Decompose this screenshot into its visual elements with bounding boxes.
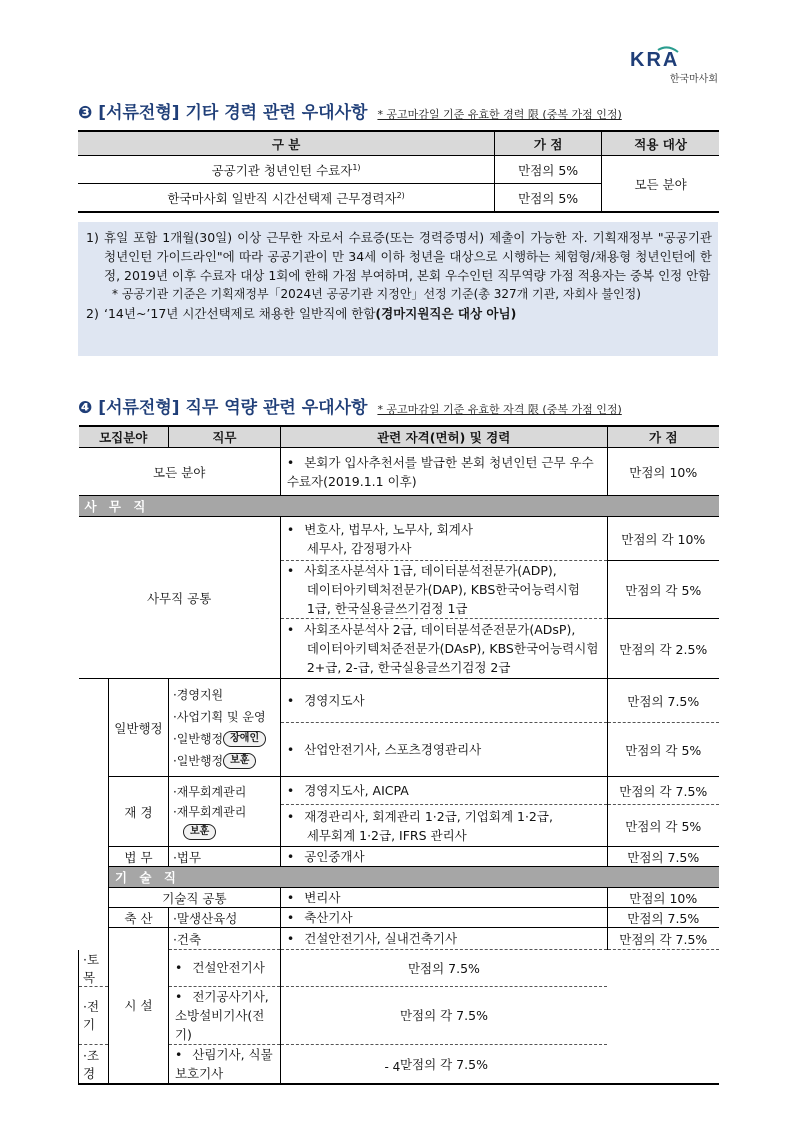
col-job: 직무 <box>168 426 280 448</box>
section3-note: * 공고마감일 기준 유효한 경력 限 (중복 가점 인정) <box>377 108 622 121</box>
tech-common-qual: • 변리사 <box>280 888 607 908</box>
table-header-row <box>78 131 719 156</box>
facility-score-3: 만점의 각 7.5% <box>280 986 607 1044</box>
col-category: 구 분 <box>78 131 495 156</box>
row-score: 만점의 5% <box>495 184 602 213</box>
section3-title: ❸ [서류전형] 기타 경력 관련 우대사항 <box>78 103 368 123</box>
section3-heading <box>78 98 718 123</box>
footnote-1-sub: * 공공기관 기준은 기획재정부「2024년 공공기관 지정안」선정 기준(총 327개 기관, 자회사 불인정) <box>112 287 641 301</box>
general-admin-jobs: ·경영지원 ·사업기획 및 운영 ·일반행정 장애인 ·일반행정 보훈 <box>168 679 280 777</box>
section4-title: ❹ [서류전형] 직무 역량 관련 우대사항 <box>78 398 368 418</box>
legal-qual: • 공인중개사 <box>280 847 607 867</box>
facility-job-2: ·토목 <box>79 950 109 987</box>
all-fields-label: 모든 분야 <box>79 448 281 496</box>
footnote-1: 1) 휴일 포함 1개월(30일) 이상 근무한 자로서 수료증(또는 경력증명서) 제출이 가능한 자. 기획재정부 "공공기관 청년인턴 가이드라인"에 따라 공공기관이 만 34세 이하 청년을 대상으로 시행하는 체험형/채용형 청년인턴에 한정, 2019년 이후 수료자 대상 1회에 한해 가점 부여하며, 본회 우수인턴 직무역량 가점 적용자는 중복 인정 안함 <box>86 230 712 283</box>
col-qualification: 관련 자격(면허) 및 경력 <box>280 426 607 448</box>
row-target: 모든 분야 <box>602 156 719 213</box>
office-common-qual-3: • 사회조사분석사 2급, 데이터분석준전문가(ADsP), 데이터아키텍처준전문가(DAsP), KBS한국어능력시험 2+급, 2-급, 한국실용글쓰기검정 2급 <box>280 619 607 679</box>
general-admin-label: 일반행정 <box>108 679 168 777</box>
tech-common-score: 만점의 10% <box>607 888 719 908</box>
table-row <box>79 928 720 950</box>
facility-score-4: 만점의 각 7.5% <box>280 1044 607 1084</box>
table-row <box>79 847 720 867</box>
veteran-badge: 보훈 <box>183 824 216 840</box>
livestock-job: ·말생산육성 <box>168 908 280 928</box>
col-score: 가 점 <box>495 131 602 156</box>
row-label: 한국마사회 일반직 시간선택제 근무경력자$^{2)}$ <box>78 184 495 213</box>
finance-label: 재 경 <box>108 777 168 847</box>
finance-score-2: 만점의 각 5% <box>607 805 719 847</box>
office-common-score-2: 만점의 각 5% <box>607 561 719 619</box>
table-row <box>78 156 719 184</box>
tech-common-label: 기술직 공통 <box>108 888 280 908</box>
table-row <box>79 448 720 496</box>
general-admin-score-2: 만점의 각 5% <box>607 723 719 777</box>
table-row <box>79 888 720 908</box>
facility-qual-4: • 산림기사, 식물보호기사 <box>168 1044 280 1084</box>
facility-qual-3: • 전기공사기사, 소방설비기사(전기) <box>168 986 280 1044</box>
facility-score-2: 만점의 7.5% <box>280 950 607 987</box>
facility-job-3: ·전기 <box>79 986 109 1044</box>
livestock-label: 축 산 <box>108 908 168 928</box>
office-indent <box>79 679 109 950</box>
category-office: 사 무 직 <box>79 496 720 517</box>
livestock-score: 만점의 7.5% <box>607 908 719 928</box>
facility-qual-1: • 건설안전기사, 실내건축기사 <box>280 928 607 950</box>
col-field: 모집분야 <box>79 426 169 448</box>
office-common-score-1: 만점의 각 10% <box>607 517 719 561</box>
facility-score-1: 만점의 각 7.5% <box>607 928 719 950</box>
career-bonus-table <box>78 130 719 213</box>
logo-subtitle: 한국마사회 <box>669 74 718 85</box>
row-score: 만점의 5% <box>495 156 602 184</box>
facility-label: 시 설 <box>108 928 168 1084</box>
facility-job-4: ·조경 <box>79 1044 109 1084</box>
finance-qual-1: • 경영지도사, AICPA <box>280 777 607 805</box>
row-label: 공공기관 청년인턴 수료자$^{1)}$ <box>78 156 495 184</box>
table-row <box>79 777 720 805</box>
veteran-badge: 보훈 <box>223 753 256 769</box>
legal-score: 만점의 7.5% <box>607 847 719 867</box>
col-score: 가 점 <box>607 426 719 448</box>
legal-label: 법 무 <box>108 847 168 867</box>
kra-logo-mark <box>628 46 718 70</box>
category-tech: 기 술 직 <box>79 867 720 888</box>
footnotes-box <box>78 222 718 356</box>
office-common-label: 사무직 공통 <box>79 517 281 679</box>
facility-qual-2: • 건설안전기사 <box>168 950 280 987</box>
page-number: - 4 - <box>384 1060 409 1074</box>
office-common-score-3: 만점의 각 2.5% <box>607 619 719 679</box>
all-fields-score: 만점의 10% <box>607 448 719 496</box>
general-admin-qual-2: • 산업안전기사, 스포츠경영관리사 <box>280 723 607 777</box>
section4-heading <box>78 393 718 418</box>
finance-score-1: 만점의 각 7.5% <box>607 777 719 805</box>
footnote-2: 2) ‘14년~’17년 시간선택제로 채용한 일반직에 한함(경마지원직은 대상 아님) <box>86 306 517 321</box>
section4-note: * 공고마감일 기준 유효한 자격 限 (중복 가점 인정) <box>377 403 622 416</box>
table-row <box>79 517 720 561</box>
table-row <box>79 950 720 987</box>
livestock-qual: • 축산기사 <box>280 908 607 928</box>
svg-text:KRA: KRA <box>630 49 680 70</box>
general-admin-qual-1: • 경영지도사 <box>280 679 607 723</box>
finance-qual-2: • 재경관리사, 회계관리 1·2급, 기업회계 1·2급, 세무회계 1·2급, IFRS 관리사 <box>280 805 607 847</box>
table-header-row <box>79 426 720 448</box>
table-row <box>79 986 720 1044</box>
general-admin-score-1: 만점의 7.5% <box>607 679 719 723</box>
disabled-badge: 장애인 <box>223 731 266 747</box>
office-common-qual-1: • 변호사, 법무사, 노무사, 회계사 세무사, 감정평가사 <box>280 517 607 561</box>
competency-bonus-table <box>78 425 719 1085</box>
kra-logo <box>622 46 722 86</box>
col-target: 적용 대상 <box>602 131 719 156</box>
table-row <box>79 908 720 928</box>
legal-job: ·법무 <box>168 847 280 867</box>
facility-job-1: ·건축 <box>168 928 280 950</box>
office-common-qual-2: • 사회조사분석사 1급, 데이터분석전문가(ADP), 데이터아키텍처전문가(DAP), KBS한국어능력시험 1급, 한국실용글쓰기검정 1급 <box>280 561 607 619</box>
finance-jobs: ·재무회계관리 ·재무회계관리 보훈 <box>168 777 280 847</box>
all-fields-qual: • 본회가 입사추천서를 발급한 본회 청년인턴 근무 우수 수료자(2019.1.1 이후) <box>280 448 607 496</box>
table-row <box>79 679 720 723</box>
